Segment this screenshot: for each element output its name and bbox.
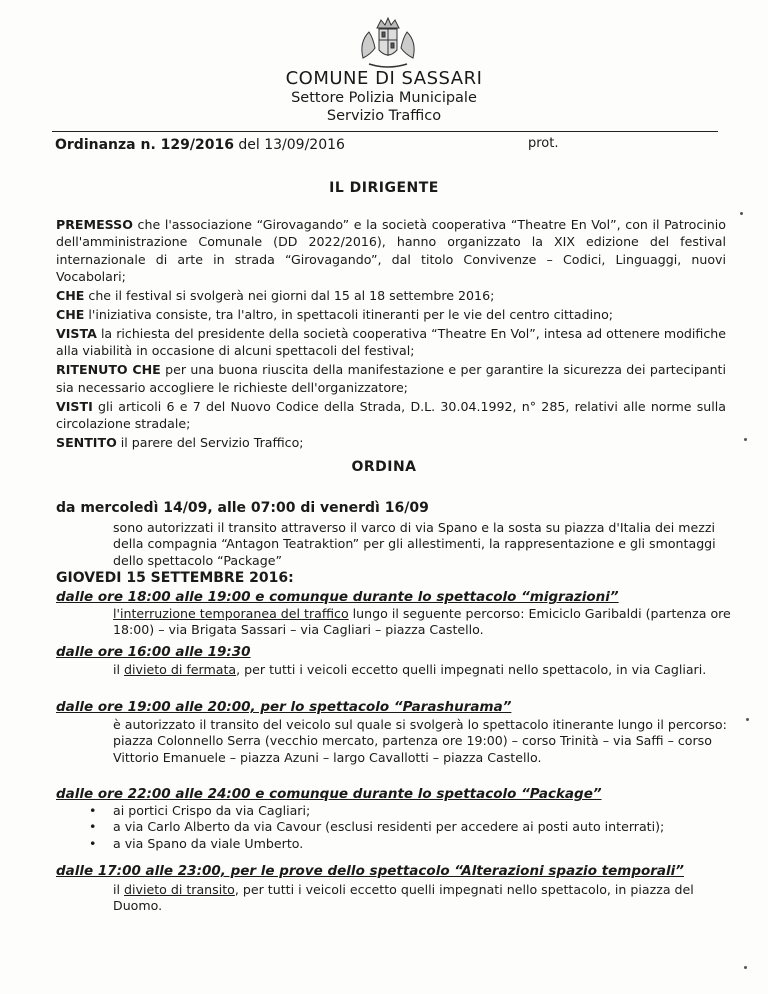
section-text: sono autorizzati il transito attraverso il varco di via Spano e la sosta su piazza d'Italia dei mezzi della compagnia “Antagon Teatraktion” per gli allestimenti, la rappresentazione e gli smontaggi dello spettacolo “Package”	[113, 520, 716, 568]
section-body-alterazioni	[113, 882, 733, 915]
list-item: • a via Spano da viale Umberto.	[113, 836, 733, 852]
section-heading-alterazioni: dalle 17:00 alle 23:00, per le prove dello spettacolo “Alterazioni spazio temporali”	[56, 863, 684, 879]
section-text: è autorizzato il transito del veicolo sul quale si svolgerà lo spettacolo itinerante lungo il percorso: piazza Colonnello Serra (vecchio mercato, partenza ore 19:00) – corso Trinità – via Saffi – corso Vittorio Emanuele – piazza Azuni – largo Cavallotti – piazza Castello.	[113, 717, 727, 765]
premise-text: il parere del Servizio Traffico;	[116, 434, 304, 450]
premise-text: per una buona riuscita della manifestazione e per garantire la sicurezza dei partecipanti sia necessario accogliere le richieste dell'organizzatore;	[56, 362, 726, 395]
day-heading: GIOVEDI 15 SETTEMBRE 2016:	[56, 570, 294, 586]
section-heading-migrazioni: dalle ore 18:00 alle 19:00 e comunque durante lo spettacolo “migrazioni”	[56, 589, 619, 605]
scan-speck	[746, 718, 749, 721]
section-text	[113, 882, 733, 915]
section-text-rest: , per tutti i veicoli eccetto quelli impegnati nello spettacolo, in piazza del Duomo.	[113, 882, 694, 914]
section-body-parashurama	[113, 717, 733, 766]
title-dirigente: IL DIRIGENTE	[329, 180, 439, 196]
title-ordina: ORDINA	[351, 459, 417, 475]
coat-of-arms-icon	[355, 14, 421, 70]
section-heading-package: dalle ore 22:00 alle 24:00 e comunque durante lo spettacolo “Package”	[56, 786, 602, 802]
section-body-fermata	[113, 662, 733, 678]
ordinance-line	[55, 137, 345, 153]
section-text	[113, 606, 733, 639]
closure-list	[113, 803, 733, 852]
section-text-rest: , per tutti i veicoli eccetto quelli impegnati nello spettacolo, in via Cagliari.	[236, 662, 707, 677]
premise-text: che l'associazione “Girovagando” e la società cooperativa “Theatre En Vol”, con il Patrocinio dell'amministrazione Comunale (DD 2022/2016), hanno organizzato la XIX edizione del festival internazionale di arte in strada “Girovagando”, dal titolo Convivenze – Codici, Linguaggi, nuovi Vocabolari;	[56, 217, 726, 285]
section-body-period	[113, 520, 733, 569]
premise-text: gli articoli 6 e 7 del Nuovo Codice della Strada, D.L. 30.04.1992, n° 285, relativi alle norme sulla circolazione stradale;	[56, 398, 726, 431]
scan-speck	[744, 966, 747, 969]
premise-keyword: CHE	[56, 307, 85, 323]
premise-paragraph	[56, 398, 726, 433]
header-divider	[52, 131, 718, 132]
premise-text: che il festival si svolgerà nei giorni dal 15 al 18 settembre 2016;	[84, 288, 495, 304]
section-body-package	[113, 803, 733, 852]
premise-paragraph	[56, 325, 726, 360]
premise-keyword: VISTI	[56, 398, 93, 414]
underlined-term: divieto di fermata	[124, 662, 237, 677]
premise-text: la richiesta del presidente della società cooperativa “Theatre En Vol”, intesa ad ottenere modifiche alla viabilità in occasione di alcuni spettacoli del festival;	[56, 325, 726, 359]
ordinance-date: del 13/09/2016	[238, 137, 345, 153]
scan-speck	[744, 438, 747, 441]
premise-keyword: SENTITO	[56, 434, 117, 450]
section-text-rest: lungo il seguente percorso: Emiciclo Garibaldi (partenza ore 18:00) – via Brigata Sassari – via Cagliari – piazza Castello.	[113, 606, 731, 638]
section-body-migrazioni	[113, 606, 733, 639]
municipality-name: COMUNE DI SASSARI	[285, 68, 483, 89]
premise-paragraph	[56, 434, 726, 451]
premise-keyword: VISTA	[56, 325, 97, 341]
section-text-pre: il	[113, 662, 125, 677]
list-item: • a via Carlo Alberto da via Cavour (esclusi residenti per accedere ai posti auto interrati);	[113, 819, 733, 835]
section-heading-fermata: dalle ore 16:00 alle 19:30	[56, 644, 251, 660]
premise-paragraph	[56, 361, 726, 396]
underlined-term: l'interruzione temporanea del traffico	[113, 606, 349, 621]
premise-paragraph	[56, 287, 726, 304]
premise-paragraph	[56, 306, 726, 323]
premise-keyword: PREMESSO	[56, 217, 133, 232]
list-item: • ai portici Crispo da via Cagliari;	[113, 803, 733, 819]
protocol-label: prot.	[528, 136, 559, 151]
sector-name: Settore Polizia Municipale	[291, 90, 477, 106]
section-text-pre: il	[113, 882, 125, 897]
underlined-term: divieto di transito	[124, 882, 235, 897]
service-name: Servizio Traffico	[326, 108, 442, 124]
premises-block	[56, 216, 726, 453]
premise-keyword: CHE	[56, 288, 85, 304]
section-text	[113, 662, 733, 678]
section-heading-period: da mercoledì 14/09, alle 07:00 di venerdì 16/09	[56, 500, 429, 516]
ordinance-number: Ordinanza n. 129/2016	[55, 137, 234, 153]
premise-keyword: RITENUTO CHE	[56, 362, 161, 378]
premise-paragraph	[56, 216, 726, 286]
section-heading-parashurama: dalle ore 19:00 alle 20:00, per lo spettacolo “Parashurama”	[56, 699, 512, 715]
scan-speck	[740, 212, 743, 215]
premise-text: l'iniziativa consiste, tra l'altro, in spettacoli itineranti per le vie del centro cittadino;	[84, 307, 614, 323]
